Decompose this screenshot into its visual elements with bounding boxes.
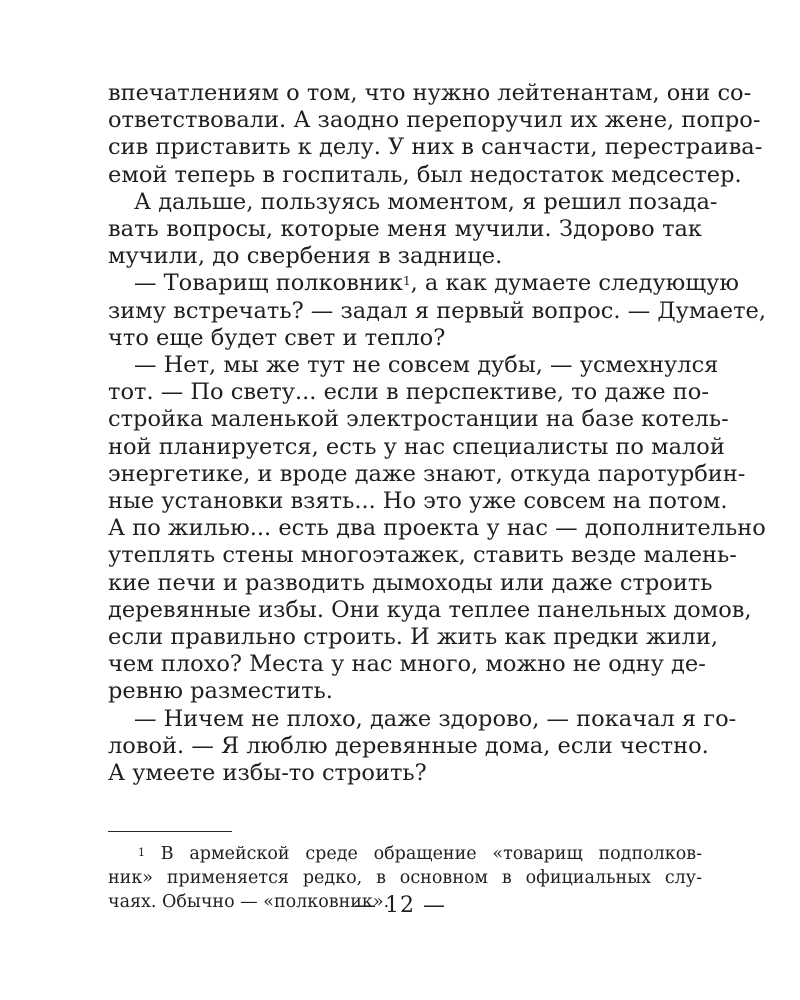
text-line: деревянные избы. Они куда теплее панельных домов, [108,596,752,623]
footnote-line [108,842,702,866]
footnote-reference: 1 [402,274,411,289]
text-line: утеплять стены многоэтажек, ставить везде малень- [108,542,737,569]
text-line: ответствовали. А заодно перепоручил их жене, попро- [108,107,761,134]
text-line: что еще будет свет и тепло? [108,324,446,351]
paragraph-4 [108,352,766,706]
text-line: тот. — По свету... если в перспективе, то даже по- [108,379,709,406]
text-line: ной планируется, есть у нас специалисты по малой [108,433,725,460]
text-fragment: — Товарищ полковник [134,270,403,297]
text-line: кие печи и разводить дымоходы или даже строить [108,569,713,596]
text-line: ные установки взять... Но это уже совсем на потом. [108,488,728,515]
paragraph-5 [108,705,737,788]
text-line: А дальше, пользуясь моментом, я решил позада- [134,188,718,215]
text-line: емой теперь в госпиталь, был недостаток медсестер. [108,161,742,188]
paragraph-1 [108,80,763,189]
text-line: впечатлениям о том, что нужно лейтенантам, они со- [108,80,752,106]
text-line: стройка маленькой электростанции на базе котель- [108,406,729,433]
paragraph-3 [108,270,767,352]
text-line: ревню разместить. [108,678,333,705]
footnote-mark: 1 [138,846,145,860]
text-fragment: , а как думаете следующую [410,270,740,297]
text-line-with-footnote-ref [108,270,740,297]
text-line: зиму встречать? — задал я первый вопрос. — Думаете, [108,297,767,324]
footnote-line: ник» применяется редко, в основном в официальных слу- [108,868,702,889]
book-page [108,80,767,914]
body-text [108,80,767,787]
text-line: вать вопросы, которые меня мучили. Здорово так [108,216,702,243]
page-number: — 12 — [354,893,446,918]
text-line: А умеете избы-то строить? [108,760,427,787]
text-line: энергетике, и вроде даже знают, откуда паротурбин- [108,460,746,487]
text-line: чем плохо? Места у нас много, можно не одну де- [108,651,706,678]
text-line: мучили, до свербения в заднице. [108,243,503,270]
paragraph-2 [108,188,718,271]
text-line: если правильно строить. И жить как предки жили, [108,624,718,651]
text-line: — Нет, мы же тут не совсем дубы, — усмехнулся [134,352,719,379]
text-line: А по жилью... есть два проекта у нас — дополнительно [108,515,766,542]
text-line: — Ничем не плохо, даже здорово, — покачал я го- [134,705,737,732]
text-fragment: В армейской среде обращение «товарищ подполков- [145,844,702,865]
footnote-line: чаях. Обычно — «полковник». [108,892,390,913]
text-line: ловой. — Я люблю деревянные дома, если честно. [108,732,709,759]
footnote-divider [108,831,232,832]
text-line: сив приставить к делу. У них в санчасти, перестраива- [108,134,763,161]
